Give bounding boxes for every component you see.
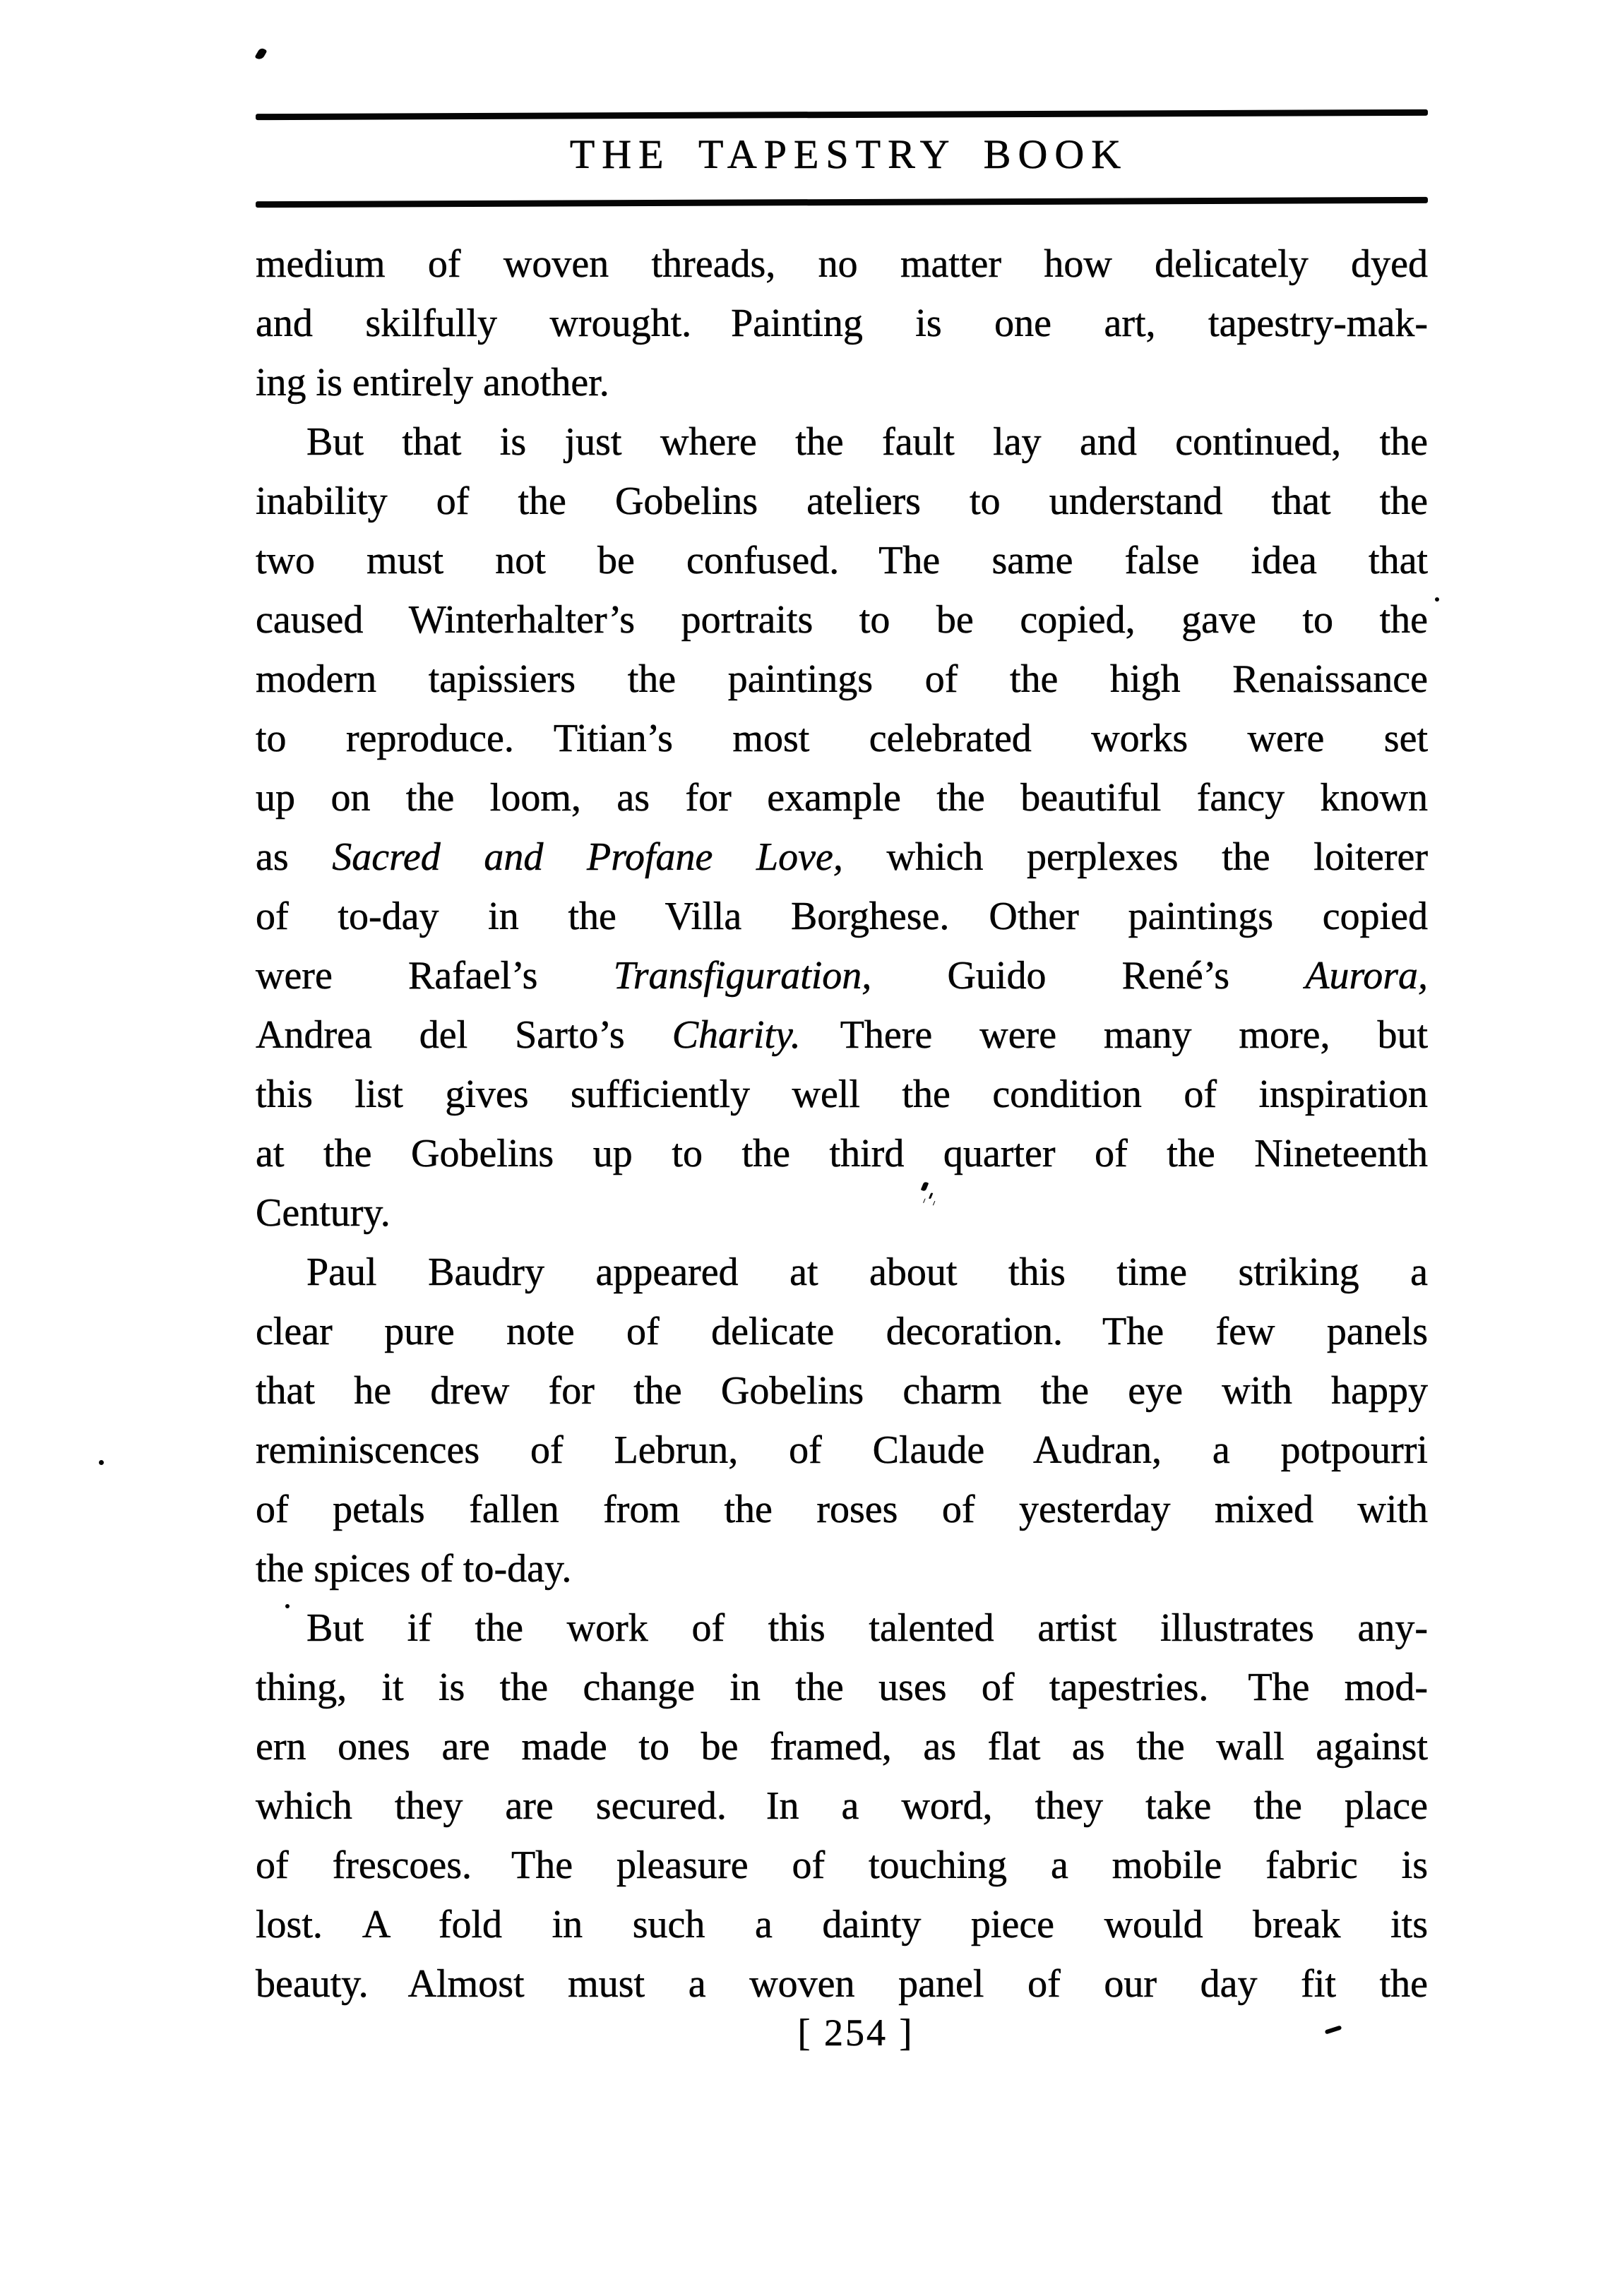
- italic-text: Aurora,: [1305, 954, 1428, 998]
- text-segment: and skilfully wrought. Painting is one art, tapestry-mak-: [256, 301, 1428, 345]
- text-segment: caused Winterhalter’s portraits to be copied, gave to the: [256, 598, 1428, 642]
- text-segment: as: [256, 835, 333, 879]
- text-segment: thing, it is the change in the uses of tapestries. The mod-: [256, 1666, 1428, 1709]
- text-segment: Paul Baudry appeared at about this time striking a: [306, 1250, 1428, 1294]
- text-segment: of to-day in the Villa Borghese. Other paintings copied: [256, 895, 1428, 938]
- text-line: [256, 768, 1428, 827]
- text-segment: lost. A fold in such a dainty piece would break its: [256, 1903, 1428, 1947]
- text-segment: which perplexes the loiterer: [842, 835, 1428, 879]
- text-segment: clear pure note of delicate decoration. The few panels: [256, 1310, 1428, 1353]
- header-rule-bottom: [256, 197, 1428, 208]
- text-segment: But that is just where the fault lay and continued, the: [306, 420, 1428, 464]
- text-line: [256, 412, 1428, 472]
- text-segment: to reproduce. Titian’s most celebrated works were set: [256, 717, 1428, 760]
- text-line: [256, 1243, 1428, 1302]
- text-segment: ern ones are made to be framed, as flat as the wall against: [256, 1725, 1428, 1769]
- text-segment: the spices of to-day.: [256, 1547, 572, 1591]
- text-segment: at the Gobelins up to the third quarter of the Nineteenth: [256, 1132, 1428, 1176]
- text-line: [256, 1954, 1428, 2014]
- text-segment: Century.: [256, 1191, 391, 1235]
- text-line: [256, 887, 1428, 946]
- text-line: [256, 650, 1428, 709]
- text-segment: inability of the Gobelins ateliers to understand that the: [256, 479, 1428, 523]
- body-text: [256, 234, 1428, 2014]
- text-line: [256, 1717, 1428, 1776]
- text-line: [256, 1005, 1428, 1065]
- text-segment: of frescoes. The pleasure of touching a mobile fabric is: [256, 1843, 1428, 1887]
- text-line: [256, 1480, 1428, 1539]
- text-line: [256, 590, 1428, 650]
- page-number: [ 254 ]: [797, 2011, 914, 2054]
- text-line: [256, 1065, 1428, 1124]
- text-line: [256, 1361, 1428, 1421]
- text-segment: of petals fallen from the roses of yesterday mixed with: [256, 1488, 1428, 1531]
- text-segment: Andrea del Sarto’s: [256, 1013, 672, 1057]
- text-line: [256, 353, 1428, 412]
- text-segment: modern tapissiers the paintings of the high Renaissance: [256, 657, 1428, 701]
- italic-text: Charity.: [672, 1013, 801, 1057]
- text-line: [256, 1895, 1428, 1954]
- text-line: [256, 1658, 1428, 1717]
- scan-artifact: [99, 1460, 104, 1465]
- italic-text: Transfiguration,: [613, 954, 872, 998]
- text-segment: this list gives sufficiently well the condition of inspiration: [256, 1072, 1428, 1116]
- text-line: [256, 472, 1428, 531]
- text-line: [256, 1183, 1428, 1243]
- text-line: [256, 1421, 1428, 1480]
- text-line: [256, 294, 1428, 353]
- text-segment: Guido René’s: [871, 954, 1306, 998]
- text-line: [256, 1598, 1428, 1658]
- text-segment: reminiscences of Lebrun, of Claude Audran, a potpourri: [256, 1428, 1428, 1472]
- text-line: [256, 1302, 1428, 1361]
- running-head: THE TAPESTRY BOOK: [569, 131, 1128, 177]
- text-line: [256, 1124, 1428, 1183]
- header-rule-top: [256, 109, 1428, 120]
- italic-text: Sacred and Profane Love,: [332, 835, 843, 879]
- text-segment: There were many more, but: [800, 1013, 1428, 1057]
- text-segment: were Rafael’s: [256, 954, 614, 998]
- text-line: [256, 1836, 1428, 1895]
- text-segment: But if the work of this talented artist illustrates any-: [306, 1606, 1428, 1650]
- text-line: [256, 1539, 1428, 1598]
- text-segment: beauty. Almost must a woven panel of our day fit the: [256, 1962, 1428, 2006]
- text-line: [256, 1776, 1428, 1836]
- scan-artifact: [254, 47, 267, 61]
- text-line: [256, 827, 1428, 887]
- text-line: [256, 531, 1428, 590]
- text-segment: up on the loom, as for example the beautiful fancy known: [256, 776, 1428, 820]
- text-line: [256, 709, 1428, 768]
- text-segment: which they are secured. In a word, they take the place: [256, 1784, 1428, 1828]
- text-segment: ing is entirely another.: [256, 361, 609, 405]
- scan-artifact: [1435, 597, 1439, 602]
- text-segment: that he drew for the Gobelins charm the eye with happy: [256, 1369, 1428, 1413]
- text-line: [256, 234, 1428, 294]
- text-segment: medium of woven threads, no matter how delicately dyed: [256, 242, 1428, 286]
- text-line: [256, 946, 1428, 1005]
- text-segment: two must not be confused. The same false idea that: [256, 539, 1428, 582]
